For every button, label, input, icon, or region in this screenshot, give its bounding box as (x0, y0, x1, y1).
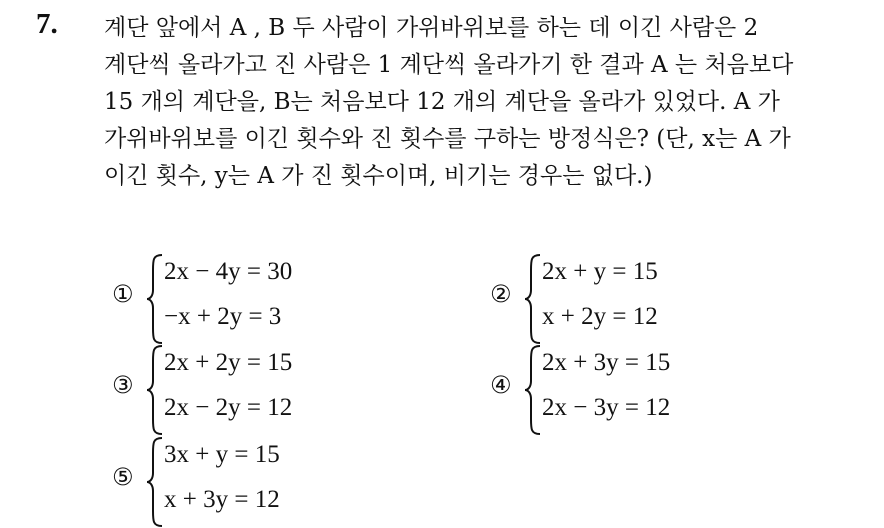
stem-line-2: 계단씩 올라가고 진 사람은 1 계단씩 올라가기 한 결과 A 는 처음보다 (104, 52, 794, 78)
stem-line-4: 가위바위보를 이긴 횟수와 진 횟수를 구하는 방정식은? (단, x는 A 가 (104, 126, 791, 152)
stem-line-1: 계단 앞에서 A , B 두 사람이 가위바위보를 하는 데 이긴 사람은 2 (104, 15, 759, 41)
left-brace-icon (146, 437, 164, 527)
option-marker: ② (490, 280, 512, 308)
equation-2: 2x − 3y = 12 (542, 394, 671, 421)
stem-line-3: 15 개의 계단을, B는 처음보다 12 개의 계단을 올라가 있었다. A 가 (104, 89, 780, 115)
left-brace-icon (524, 254, 542, 344)
question-stem (104, 10, 874, 195)
question-number: 7. (36, 8, 58, 40)
equation-2: x + 3y = 12 (164, 486, 280, 513)
equation-2: −x + 2y = 3 (164, 303, 282, 330)
stem-line-5: 이긴 횟수, y는 A 가 진 횟수이며, 비기는 경우는 없다.) (104, 163, 653, 189)
equation-1: 3x + y = 15 (164, 441, 280, 468)
left-brace-icon (146, 254, 164, 344)
option-marker: ③ (112, 371, 134, 399)
option-marker: ④ (490, 371, 512, 399)
equation-2: x + 2y = 12 (542, 303, 658, 330)
option-marker: ① (112, 280, 134, 308)
equation-1: 2x + 2y = 15 (164, 349, 293, 376)
equation-2: 2x − 2y = 12 (164, 394, 293, 421)
equation-1: 2x − 4y = 30 (164, 258, 293, 285)
equation-1: 2x + y = 15 (542, 258, 658, 285)
option-marker: ⑤ (112, 463, 134, 491)
left-brace-icon (146, 345, 164, 435)
equation-1: 2x + 3y = 15 (542, 349, 671, 376)
left-brace-icon (524, 345, 542, 435)
